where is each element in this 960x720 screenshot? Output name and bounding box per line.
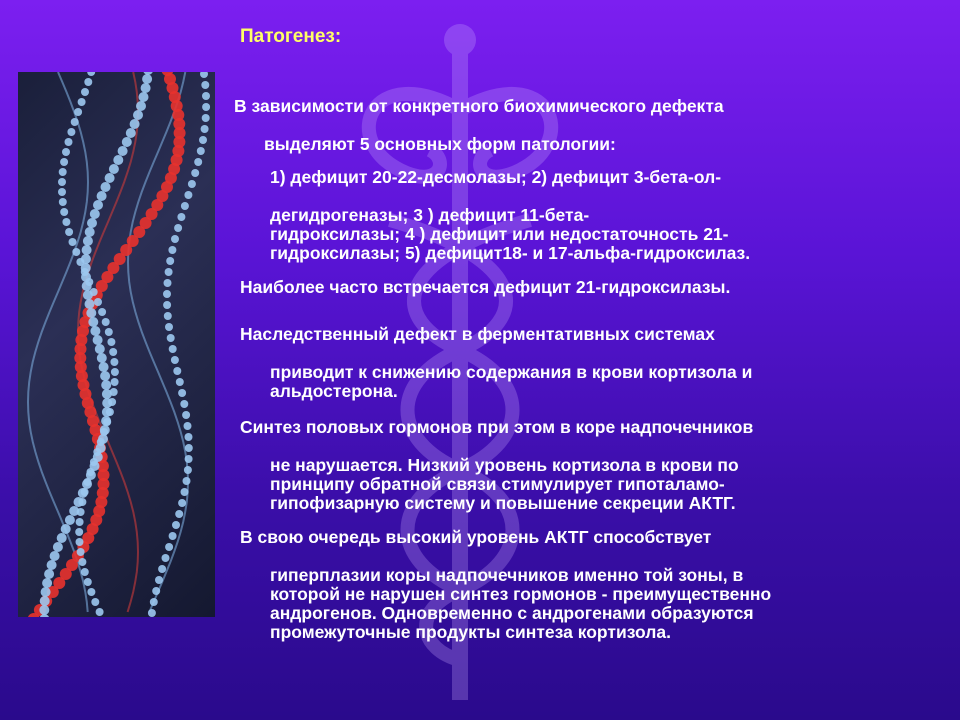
paragraph-synthesis-first: Синтез половых гормонов при этом в коре надпочечников <box>240 417 754 437</box>
paragraph-deficits-rest: дегидрогеназы; 3 ) дефицит 11-бета- гидроксилазы; 4 ) дефицит или недостаточность 21- гидроксилазы; 5) дефицит18- и 17-альфа-гидроксилаз. <box>270 205 751 263</box>
paragraph-actg-rest: гиперплазии коры надпочечников именно той зоны, в которой не нарушен синтез гормонов - преимущественно андрогенов. Одновременно с андрогенами образуются промежуточные продукты синтеза кортизола. <box>270 565 772 642</box>
paragraph-most-common-text: Наиболее часто встречается дефицит 21-гидроксилазы. <box>240 277 731 297</box>
slide-title: Патогенез: <box>240 26 342 47</box>
paragraph-deficits-first: 1) дефицит 20-22-десмолазы; 2) дефицит 3-бета-ол- <box>270 167 722 187</box>
paragraph-hereditary-first: Наследственный дефект в ферментативных системах <box>240 324 715 344</box>
paragraph-actg <box>240 509 771 661</box>
paragraph-synthesis-rest: не нарушается. Низкий уровень кортизола в крови по принципу обратной связи стимулирует гипоталамо- гипофизарную систему и повышение секреции АКТГ. <box>270 455 739 513</box>
paragraph-hereditary-rest: приводит к снижению содержания в крови кортизола и альдостерона. <box>270 362 753 401</box>
paragraph-actg-first: В свою очередь высокий уровень АКТГ способствует <box>240 527 712 547</box>
paragraph-forms-rest: выделяют 5 основных форм патологии: <box>264 134 616 154</box>
dna-helix-image <box>18 72 215 617</box>
paragraph-forms-first: В зависимости от конкретного биохимического дефекта <box>234 96 724 116</box>
